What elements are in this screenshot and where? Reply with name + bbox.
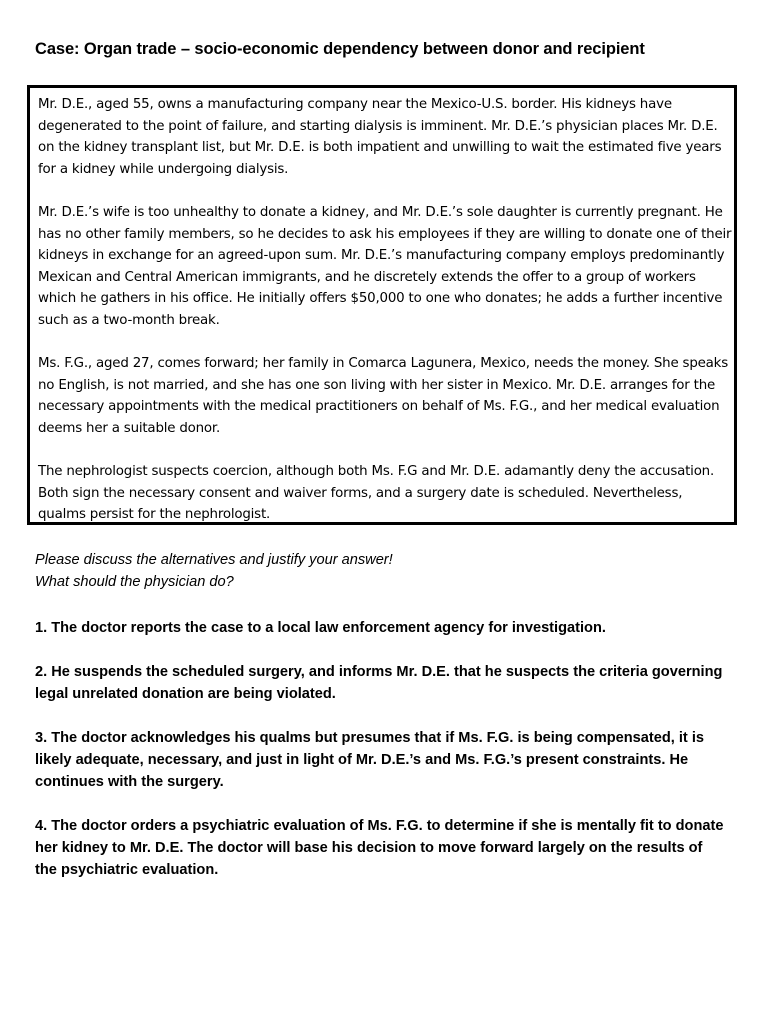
options-list	[35, 617, 725, 903]
case-description-box	[27, 85, 737, 525]
case-paragraph: The nephrologist suspects coercion, although both Ms. F.G and Mr. D.E. adamantly deny the accusation. Both sign the necessary consent and waiver forms, and a surgery date is scheduled. Nevertheless, qualms persist for the nephrologist.	[38, 464, 715, 523]
case-paragraph: Mr. D.E., aged 55, owns a manufacturing company near the Mexico-U.S. border. His kidneys have degenerated to the point of failure, and starting dialysis is imminent. Mr. D.E.’s physician places Mr. D.E. on the kidney transplant list, but Mr. D.E. is both impatient and unwilling to wait the estimated five years for a kidney while undergoing dialysis.	[38, 97, 722, 177]
discussion-prompt	[35, 549, 755, 593]
case-paragraph: Mr. D.E.’s wife is too unhealthy to donate a kidney, and Mr. D.E.’s sole daughter is currently pregnant. He has no other family members, so he decides to ask his employees if they are willing to donate one of their kidneys in exchange for an agreed-upon sum. Mr. D.E.’s manufacturing company employs predominantly Mexican and Central American immigrants, and he discretely extends the offer to a group of workers which he gathers in his office. He initially offers $50,000 to one who donates; he adds a further incentive such as a two-month break.	[38, 204, 732, 328]
case-text	[38, 94, 734, 526]
prompt-question: What should the physician do?	[35, 574, 234, 590]
page-title: Case: Organ trade – socio-economic dependency between donor and recipient	[35, 40, 645, 58]
option-item: 4. The doctor orders a psychiatric evaluation of Ms. F.G. to determine if she is mentally fit to donate her kidney to Mr. D.E. The doctor will base his decision to move forward largely on the results of the psychiatric evaluation.	[35, 818, 724, 878]
option-item: 1. The doctor reports the case to a local law enforcement agency for investigation.	[35, 620, 606, 636]
case-paragraph: Ms. F.G., aged 27, comes forward; her family in Comarca Lagunera, Mexico, needs the money. She speaks no English, is not married, and she has one son living with her sister in Mexico. Mr. D.E. arranges for the necessary appointments with the medical practitioners on behalf of Ms. F.G., and her medical evaluation deems her a suitable donor.	[38, 356, 729, 436]
prompt-line: Please discuss the alternatives and justify your answer!	[35, 552, 393, 568]
option-item: 2. He suspends the scheduled surgery, and informs Mr. D.E. that he suspects the criteria governing legal unrelated donation are being violated.	[35, 664, 723, 702]
option-item: 3. The doctor acknowledges his qualms but presumes that if Ms. F.G. is being compensated, it is likely adequate, necessary, and just in light of Mr. D.E.’s and Ms. F.G.’s present constraints. He continues with the surgery.	[35, 730, 705, 790]
